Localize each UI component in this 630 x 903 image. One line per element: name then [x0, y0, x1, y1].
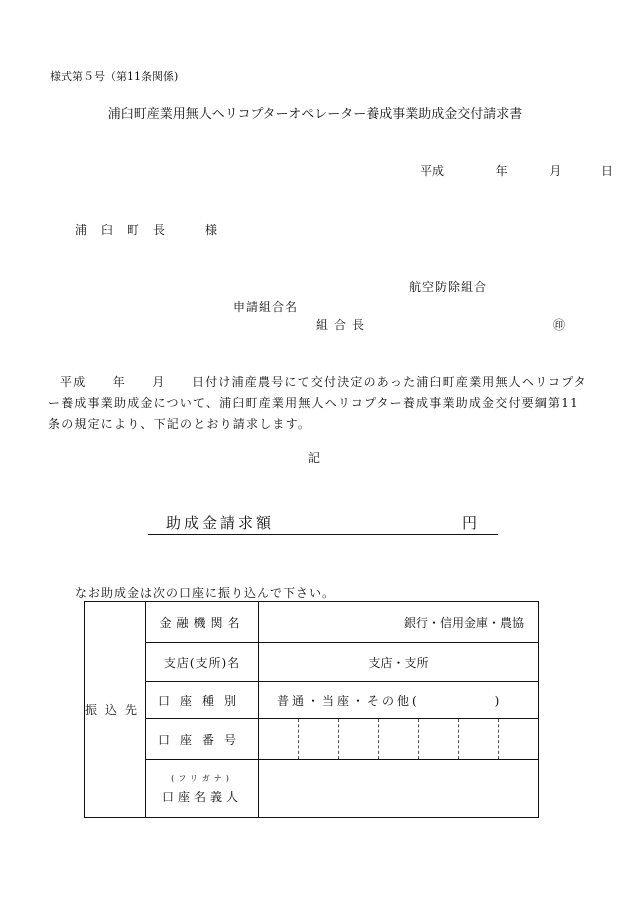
applicant-chief: 組合長 [316, 318, 371, 332]
account-type-label-cell [146, 682, 259, 719]
transfer-note: なお助成金は次の口座に振り込んで下さい。 [75, 586, 336, 600]
date-year: 年 [495, 164, 508, 178]
account-digit-box[interactable] [459, 719, 499, 759]
date-line [420, 162, 613, 179]
account-digit-box[interactable] [299, 719, 339, 759]
institution-value[interactable]: 銀行・信用金庫・農協 [259, 602, 539, 643]
account-digit-box[interactable] [499, 719, 538, 759]
holder-label-cell [146, 760, 259, 818]
branch-label-cell [146, 643, 259, 682]
date-day: 日 [601, 164, 614, 178]
institution-label: 金融機関名 [159, 615, 245, 630]
bank-account-table [84, 601, 539, 818]
ki-heading: 記 [308, 451, 321, 465]
date-month: 月 [549, 164, 562, 178]
applicant-organization: 航空防除組合 [409, 280, 488, 294]
account-digit-box[interactable] [339, 719, 379, 759]
account-number-label-cell [146, 719, 259, 760]
institution-label-cell [146, 602, 259, 643]
account-digit-box[interactable] [259, 719, 299, 759]
account-type-label: 口座種別 [157, 693, 246, 708]
account-number-field[interactable] [259, 719, 539, 760]
transfer-destination-label: 振込先 [85, 602, 146, 818]
account-type-value[interactable]: 普通・当座・その他( ) [259, 682, 539, 719]
applicant-label: 申請組合名 [233, 300, 299, 314]
account-number-label: 口座番号 [157, 732, 246, 747]
amount-unit: 円 [462, 514, 478, 532]
branch-value[interactable]: 支店・支所 [259, 643, 539, 682]
branch-label: 支店(支所)名 [163, 655, 241, 670]
holder-label: 口座名義人 [161, 789, 242, 804]
form-number: 様式第５号（第11条関係) [50, 70, 179, 83]
date-era: 平成 [420, 164, 445, 178]
request-body-text: 平成 年 月 日付け浦産農号にて交付決定のあった浦臼町産業用無人ヘリコプター養成事業助成金について、浦臼町産業用無人ヘリコプター養成事業助成金交付要綱第11条の規定により、下記のとおり請求します。 [48, 375, 587, 431]
account-digit-box[interactable] [379, 719, 419, 759]
account-digit-box[interactable] [419, 719, 459, 759]
document-title: 浦臼町産業用無人ヘリコプターオペレーター養成事業助成金交付請求書 [107, 107, 523, 122]
holder-value[interactable] [259, 760, 539, 818]
seal-mark: ㊞ [553, 318, 566, 332]
addressee: 浦臼町長 様 [75, 223, 232, 237]
holder-furigana-label: (フリガナ) [171, 773, 233, 783]
amount-label: 助成金請求額 [166, 514, 275, 532]
